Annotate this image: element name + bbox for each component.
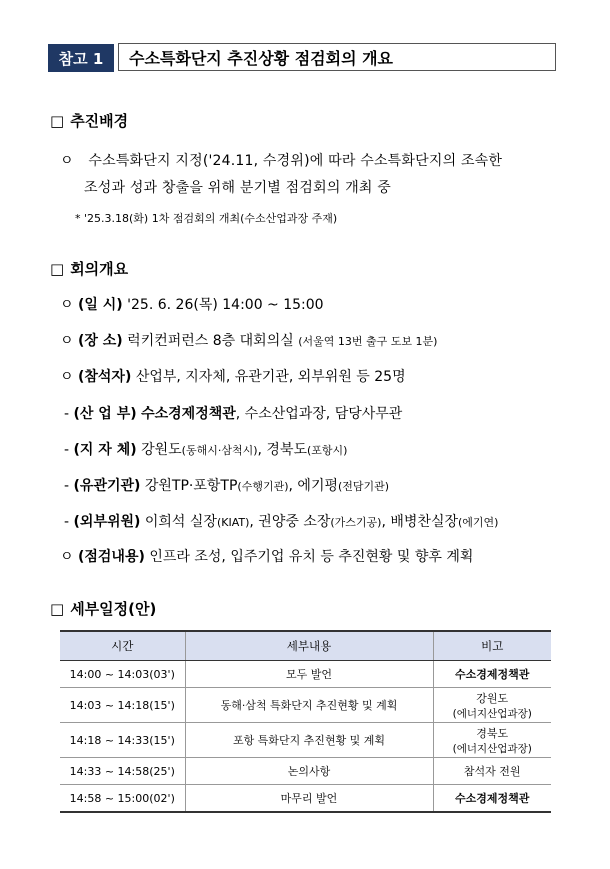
local-gov-note-2: (포항시) [307, 444, 348, 457]
external-value-3: , 배병찬실장 [381, 514, 458, 530]
agenda-label: (점검내용) [77, 549, 145, 565]
document-title [118, 43, 556, 71]
cell-time: 14:58 ~ 15:00(02') [60, 785, 185, 813]
cell-note: 참석자 전원 [433, 758, 551, 785]
section-heading-background [50, 110, 128, 131]
circle-bullet-icon: ㅇ [60, 369, 74, 385]
section-heading-text: 세부일정(안) [70, 600, 157, 618]
agencies-label: (유관기관) [73, 478, 141, 494]
agencies-value-1: 강원TP·포항TP [144, 478, 238, 494]
external-note-1: (KIAT) [216, 516, 250, 529]
cell-time: 14:00 ~ 14:03(03') [60, 661, 185, 688]
cell-note-sub: (에너지산업과장) [452, 707, 532, 720]
section-heading-text: 추진배경 [70, 112, 129, 130]
cell-note: 수소경제정책관 [433, 661, 551, 688]
date-label: (일 시) [77, 297, 123, 313]
overview-agenda [60, 546, 473, 566]
cell-note: 수소경제정책관 [433, 785, 551, 813]
background-text-1: 수소특화단지 지정('24.11, 수경위)에 따라 수소특화단지의 조속한 [88, 153, 503, 169]
table-row [60, 758, 551, 785]
table-row [60, 785, 551, 813]
table-row [60, 723, 551, 758]
cell-note-main: 강원도 [476, 691, 509, 705]
cell-time: 14:33 ~ 14:58(25') [60, 758, 185, 785]
cell-content: 마무리 발언 [185, 785, 433, 813]
attendees-value: 산업부, 지자체, 유관기관, 외부위원 등 25명 [135, 369, 406, 385]
overview-place [60, 330, 437, 350]
overview-date [60, 294, 324, 314]
cell-time: 14:03 ~ 14:18(15') [60, 688, 185, 723]
attendee-agencies: - (유관기관) 강원TP·포항TP(수행기관), 에기평(전담기관) [64, 478, 390, 494]
external-value-1: 이희석 실장 [144, 514, 217, 530]
local-gov-value-1: 강원도 [141, 442, 182, 458]
cell-content: 포항 특화단지 추진현황 및 계획 [185, 723, 433, 758]
agencies-value-2: , 에기평 [288, 478, 338, 494]
local-gov-label: (지 자 체) [73, 442, 137, 458]
circle-bullet-icon: ㅇ [60, 153, 74, 169]
checkbox-square-icon: □ [50, 112, 65, 130]
cell-note-sub: (에너지산업과장) [452, 742, 532, 755]
ministry-others: , 수소산업과장, 담당사무관 [235, 406, 403, 422]
date-value: '25. 6. 26(목) 14:00 ~ 15:00 [127, 297, 324, 313]
section-heading-overview [50, 258, 128, 279]
document-title-text: 수소특화단지 추진상황 점검회의 개요 [129, 48, 394, 68]
attendee-ministry: - (산 업 부) 수소경제정책관, 수소산업과장, 담당사무관 [64, 406, 403, 422]
section-heading-schedule [50, 598, 156, 619]
header-time: 시간 [60, 631, 185, 661]
external-label: (외부위원) [73, 514, 141, 530]
local-gov-note-1: (동해시·삼척시) [181, 444, 258, 457]
agencies-note-1: (수행기관) [237, 480, 289, 493]
schedule-table [60, 630, 551, 813]
section-heading-text: 회의개요 [70, 260, 129, 278]
attendee-external: - (외부위원) 이희석 실장(KIAT), 권양중 소장(가스기공), 배병찬실장(에기연) [64, 514, 499, 530]
table-row [60, 688, 551, 723]
table-row [60, 661, 551, 688]
cell-note-main: 경북도 [476, 726, 509, 740]
circle-bullet-icon: ㅇ [60, 333, 74, 349]
header-note: 비고 [433, 631, 551, 661]
external-note-3: (에기연) [458, 516, 499, 529]
circle-bullet-icon: ㅇ [60, 549, 74, 565]
checkbox-square-icon: □ [50, 600, 65, 618]
cell-note [433, 688, 551, 723]
place-note: (서울역 13번 출구 도보 1분) [298, 335, 438, 348]
place-value: 럭키컨퍼런스 8층 대회의실 [127, 333, 294, 349]
cell-content: 논의사항 [185, 758, 433, 785]
ministry-lead: 수소경제정책관 [141, 406, 236, 422]
background-line-2: 조성과 성과 창출을 위해 분기별 점검회의 개최 중 [84, 180, 392, 196]
ministry-label: (산 업 부) [73, 406, 137, 422]
header-content: 세부내용 [185, 631, 433, 661]
external-note-2: (가스기공) [330, 516, 382, 529]
place-label: (장 소) [77, 333, 123, 349]
cell-content: 모두 발언 [185, 661, 433, 688]
agencies-note-2: (전담기관) [338, 480, 390, 493]
attendee-local-gov: - (지 자 체) 강원도(동해시·삼척시), 경북도(포항시) [64, 442, 348, 458]
circle-bullet-icon: ㅇ [60, 297, 74, 313]
cell-content: 동해·삼척 특화단지 추진현황 및 계획 [185, 688, 433, 723]
cell-time: 14:18 ~ 14:33(15') [60, 723, 185, 758]
attendees-label: (참석자) [77, 369, 132, 385]
reference-label: 참고 1 [48, 44, 114, 72]
agenda-value: 인프라 조성, 입주기업 유치 등 추진현황 및 향후 계획 [149, 549, 474, 565]
background-line-1 [60, 150, 502, 170]
cell-note [433, 723, 551, 758]
local-gov-value-2: , 경북도 [257, 442, 307, 458]
overview-attendees [60, 366, 406, 386]
checkbox-square-icon: □ [50, 260, 65, 278]
table-header-row [60, 631, 551, 661]
external-value-2: , 권양중 소장 [249, 514, 331, 530]
background-note: * '25.3.18(화) 1차 점검회의 개최(수소산업과장 주재) [75, 212, 338, 225]
